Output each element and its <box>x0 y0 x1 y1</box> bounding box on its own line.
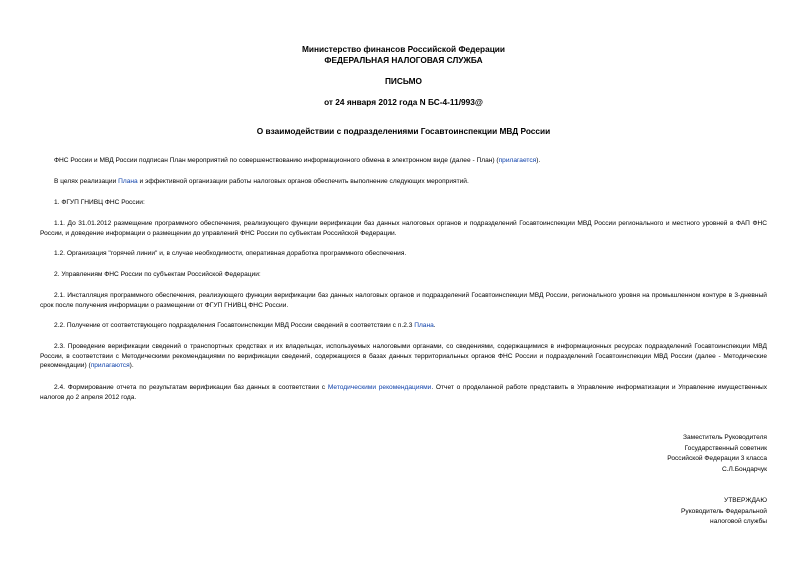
doc-type: ПИСЬМО <box>384 76 423 86</box>
ministry-title: Министерство финансов Российской Федерации <box>301 44 506 54</box>
paragraph: 1.2. Организация "горячей линии" и, в случае необходимости, оперативная доработка программного обеспечения. <box>54 250 407 257</box>
doc-date-number: от 24 января 2012 года N БС-4-11/993@ <box>324 97 483 107</box>
paragraph <box>40 383 767 402</box>
paragraph: 2. Управлениям ФНС России по субъектам Российской Федерации: <box>54 271 261 278</box>
paragraph-text: 2.3. Проведение верификации сведений о транспортных средствах и их владельцах, используемых налоговыми органами, со сведениями, содержащимися в информационных ресурсах подразделений Госавтоинспекции МВД России, в соответствии с Методическими рекомендациями по верификации сведений, содержащихся в базах данных территориальных органов ФНС России и подразделений Госавтоинспекции МВД России (далее - Методические рекомендации) ( <box>40 343 767 370</box>
approval-service: налоговой службы <box>710 518 767 526</box>
signer-position: Заместитель Руководителя <box>683 434 767 441</box>
guidelines-link[interactable]: Методическими рекомендациями <box>327 384 432 391</box>
paragraph: 1.1. До 31.01.2012 размещение программного обеспечения, реализующего функции верификации баз данных налоговых органов и подразделений Госавтоинспекции МВД России регионального и местного уровней в ФАП ФНС России, и доведение информации о размещении до управлений ФНС России по субъектам Российской Федерации. <box>40 220 767 237</box>
paragraph-text: . Отчет о проделанной работе представить в Управление информатизации и Управление имущественных налогов до 2 апреля 2012 года. <box>40 384 767 401</box>
paragraph-text: и эффективной организации работы налоговых органов обеспечить выполнение следующих мероприятий. <box>137 178 469 185</box>
plan-link[interactable]: Плана <box>118 178 138 185</box>
paragraph-text: 2.2. Получение от соответствующего подразделения Госавтоинспекции МВД России сведений в соответствии с п.2.3 <box>54 322 415 329</box>
attachment-link[interactable]: прилагаются <box>90 362 130 370</box>
approval-block <box>681 496 767 528</box>
paragraph-text: 2.4. Формирование отчета по результатам верификации баз данных в соответствии с <box>54 384 328 391</box>
doc-subject: О взаимодействии с подразделениями Госавтоинспекции МВД России <box>256 126 551 136</box>
approval-title: УТВЕРЖДАЮ <box>724 497 767 504</box>
paragraph-text: . <box>433 322 436 329</box>
paragraph-text: ). <box>129 362 134 370</box>
plan-link[interactable]: Плана <box>414 322 434 329</box>
signer-class: Российской Федерации 3 класса <box>667 455 767 463</box>
paragraph <box>40 177 767 187</box>
paragraph: 1. ФГУП ГНИВЦ ФНС России: <box>54 199 145 206</box>
paragraph <box>40 156 767 166</box>
paragraph-text: ). <box>536 157 541 164</box>
approval-position: Руководитель Федеральной <box>681 507 767 515</box>
paragraph-text: В целях реализации <box>54 178 119 185</box>
signer-rank: Государственный советник <box>684 444 767 452</box>
signer-name: С.Л.Бондарчук <box>721 465 767 473</box>
paragraph: 2.1. Инсталляция программного обеспечения, реализующего функции верификации баз данных налоговых органов и подразделений Госавтоинспекции МВД России, регионального уровня на промышленном контуре в 3-дневный срок после получения информации о размещении от ФГУП ГНИВЦ ФНС России. <box>40 292 767 309</box>
paragraph-text: ФНС России и МВД России подписан План мероприятий по совершенствованию информационного обмена в электронном виде (далее - План) ( <box>54 157 499 164</box>
service-title: ФЕДЕРАЛЬНАЯ НАЛОГОВАЯ СЛУЖБА <box>324 55 483 65</box>
paragraph <box>40 321 767 331</box>
attachment-link[interactable]: прилагается <box>498 157 537 164</box>
signature-block <box>667 433 767 475</box>
paragraph <box>40 342 767 371</box>
